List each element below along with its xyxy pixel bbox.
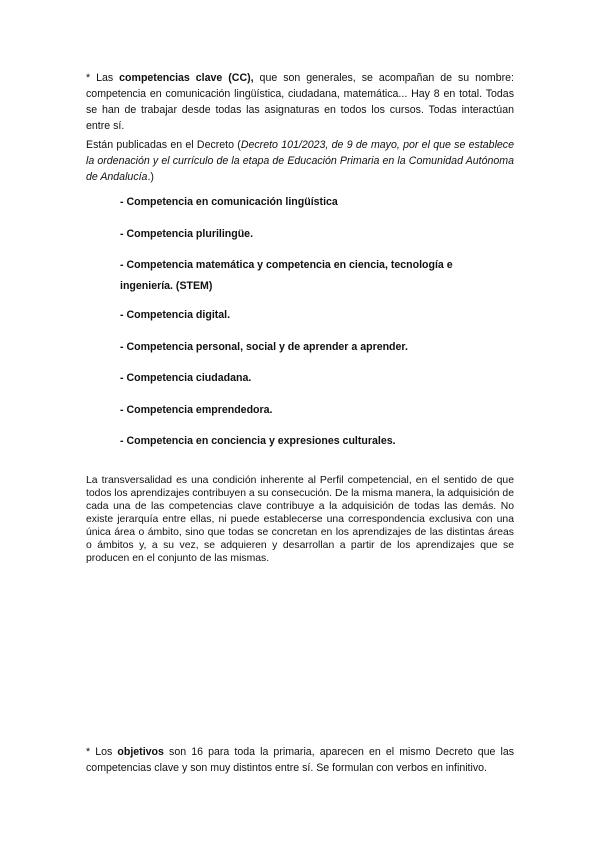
- competency-item: - Competencia digital.: [120, 309, 231, 321]
- competency-item: - Competencia ciudadana.: [120, 372, 252, 384]
- competency-item: - Competencia plurilingüe.: [120, 228, 254, 240]
- decree-title: Decreto 101/2023, de 9 de mayo, por el que se establece la ordenación y el currículo de la etapa de Educación Primaria en la Comunidad Autónoma de Andalucía: [86, 139, 514, 183]
- decree-paragraph: [86, 137, 514, 185]
- objectives-lead: * Los: [86, 746, 118, 758]
- intro-lead: * Las: [86, 72, 120, 84]
- intro-paragraph: [86, 70, 514, 134]
- competency-item: - Competencia en comunicación lingüística: [120, 196, 338, 208]
- competency-item: - Competencia personal, social y de aprender a aprender.: [120, 341, 408, 353]
- transversality-paragraph: La transversalidad es una condición inherente al Perfil competencial, en el sentido de que todos los aprendizajes contribuyen a su consecución. De la misma manera, la adquisición de cada una de las competencias clave contribuye a la adquisición de todas las demás. No existe jerarquía entre ellas, ni puede establecerse una correspondencia exclusiva con una única área o ámbito, sino que todas se concretan en los aprendizajes de las distintas áreas o ámbitos y, a su vez, se adquieren y desarrollan a partir de los aprendizajes que se producen en el conjunto de las mismas.: [86, 475, 514, 564]
- objectives-rest: son 16 para toda la primaria, aparecen en el mismo Decreto que las competencias clave y son muy distintos entre sí. Se formulan con verbos en infinitivo.: [86, 746, 515, 774]
- objectives-bold-term: objetivos: [117, 746, 164, 758]
- decree-lead: Están publicadas en el Decreto (: [86, 139, 241, 151]
- decree-tail: .): [147, 171, 154, 183]
- competency-item: - Competencia emprendedora.: [120, 404, 273, 416]
- competency-item: - Competencia matemática y competencia en ciencia, tecnología e ingeniería. (STEM): [120, 259, 453, 292]
- intro-rest: que son generales, se acompañan de su nombre: competencia en comunicación lingüística, ciudadana, matemática... Hay 8 en total. Todas se han de trabajar desde todas las asignaturas en todos los cursos. Todas interactúan entre sí.: [86, 72, 514, 132]
- competency-item: - Competencia en conciencia y expresiones culturales.: [120, 435, 396, 447]
- objectives-paragraph: [86, 744, 514, 776]
- intro-bold-term: competencias clave (CC),: [119, 72, 254, 84]
